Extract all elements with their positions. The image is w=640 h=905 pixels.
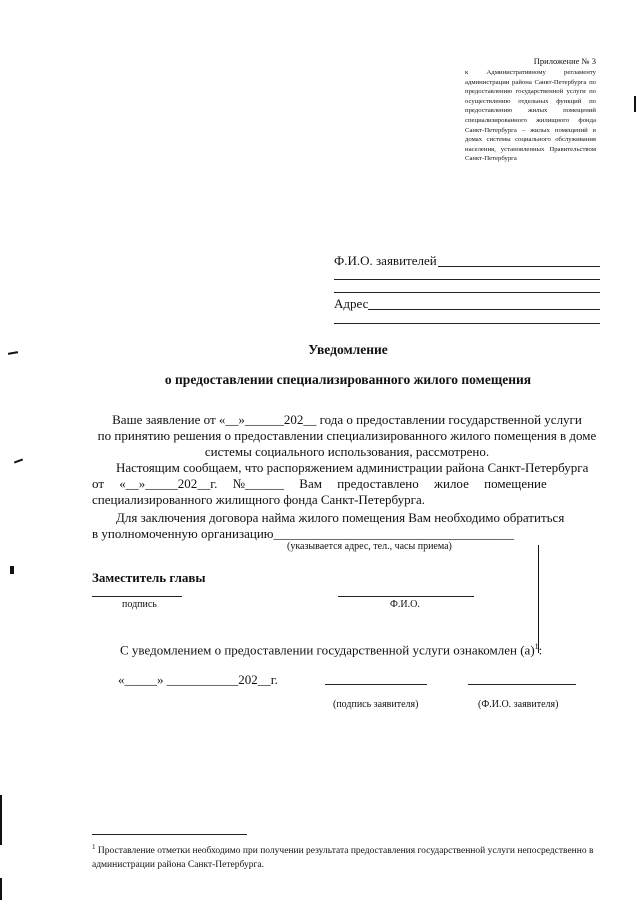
applicant-fio-label: Ф.И.О. заявителей [334,253,437,268]
scan-mark-3 [10,566,14,574]
acknowledgement-date: «_____» ___________202__г. [118,672,278,687]
para2-line2: от «__»_____202__г. №______ Вам предоставлено жилое помещение [92,476,547,491]
applicant-signature-line [325,684,427,685]
signature-line [92,596,182,597]
para1-line2: по принятию решения о предоставлении специализированного жилого помещения в доме [97,428,597,443]
applicant-fio-line-2 [334,279,600,280]
para2-line3: специализированного жилищного фонда Санкт-Петербурга. [92,492,425,507]
deputy-head-label: Заместитель главы [92,570,206,585]
footnote-text: Проставление отметки необходимо при получении результата предоставления государственной услуги непосредственно в администрации района Санкт-Петербурга. [92,846,594,871]
applicant-address-label: Адрес [334,296,369,311]
footnote-reference: 1 [534,642,539,651]
appendix-description: к Административному регламенту администрации района Санкт-Петербурга по предоставлению государственной услуги по осуществлению отдельных функций по предоставлению жилых помещений специализированного жилищного фонда Санкт-Петербурга – жилых помещений в домах системы социального обслуживания населения, установленных Правительством Санкт-Петербурга [465,69,596,163]
applicant-address-line [368,309,600,310]
acknowledgement-sentence: С уведомлением о предоставлении государственной услуги ознакомлен (а) [120,642,535,658]
para3-line2: в уполномоченную организацию_____________________________________ [92,526,514,541]
para2-line1: Настоящим сообщаем, что распоряжением администрации района Санкт-Петербурга [116,460,589,475]
applicant-fio-sign-line [468,684,576,685]
notice-subtitle: о предоставлении специализированного жилого помещения [164,372,532,387]
margin-stroke [538,545,539,653]
appendix-title: Приложение № 3 [533,56,596,66]
applicant-fio-line [438,266,600,267]
footnote-separator [92,834,247,835]
para1-line3: системы социального использования, рассмотрено. [204,444,490,459]
para3-line1: Для заключения договора найма жилого помещения Вам необходимо обратиться [116,510,565,525]
fio-caption: Ф.И.О. [390,599,420,610]
applicant-fio-caption: (Ф.И.О. заявителя) [478,699,559,710]
scan-edge-1 [0,795,2,845]
scan-mark-2 [14,459,23,464]
para1-line1: Ваше заявление от «__»______202__ года о предоставлении государственной услуги [112,412,582,427]
scan-edge-right [634,96,636,112]
applicant-signature-caption: (подпись заявителя) [333,699,419,710]
acknowledgement-text: С уведомлением о предоставлении государственной услуги ознакомлен $(а)^1$: [120,642,543,658]
applicant-address-line-2 [334,323,600,324]
organization-hint: (указывается адрес, тел., часы приема) [287,541,452,552]
footnote-number: 1 [92,843,96,851]
fio-line [338,596,474,597]
scan-edge-2 [0,878,2,900]
applicant-fio-line-3 [334,292,600,293]
notice-title: Уведомление [308,342,388,357]
signature-caption: подпись [122,599,157,610]
footnote [92,840,602,872]
